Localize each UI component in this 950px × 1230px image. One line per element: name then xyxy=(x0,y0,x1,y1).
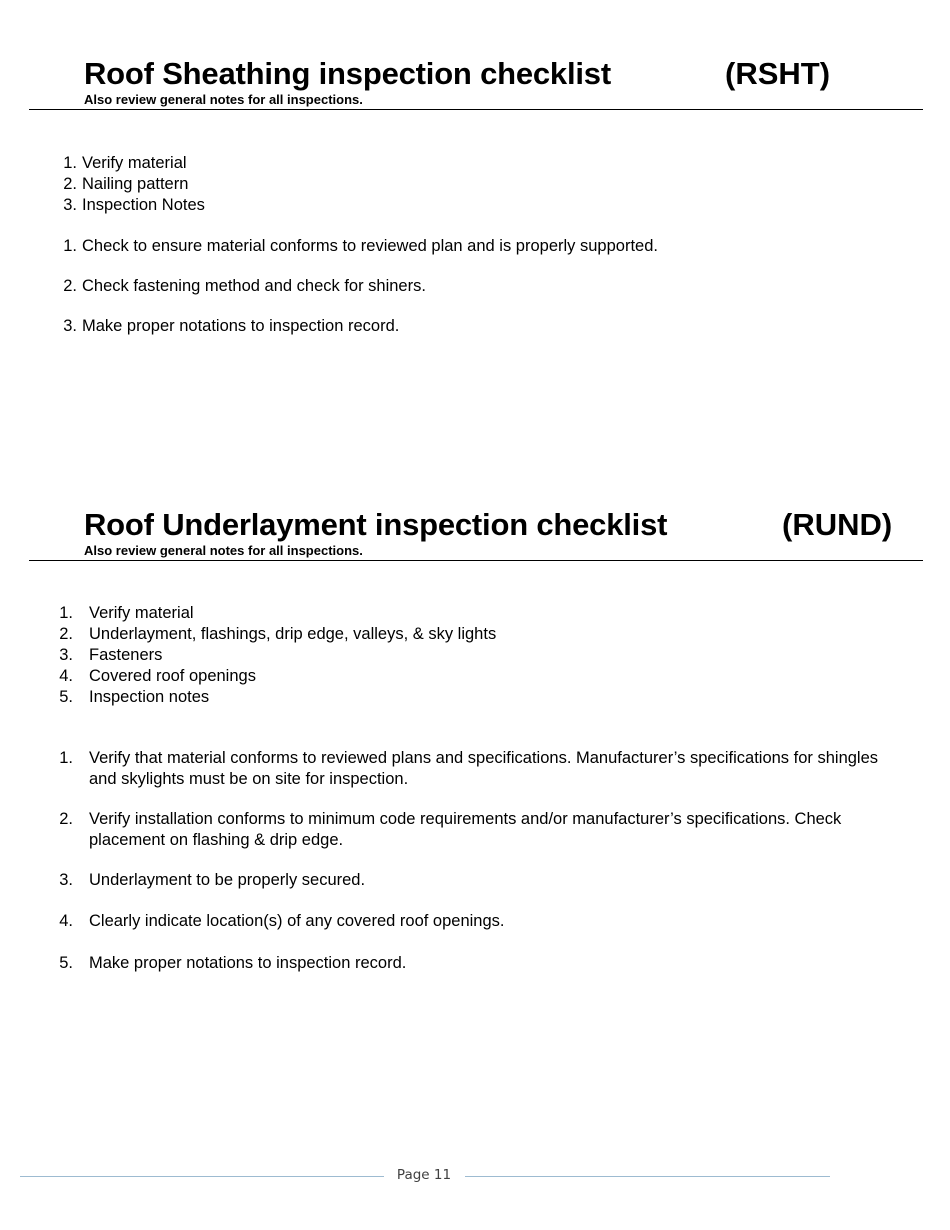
list-item xyxy=(50,603,496,624)
list-item xyxy=(50,153,205,174)
footer-line-right xyxy=(465,1176,830,1177)
list-item xyxy=(50,316,910,336)
underlayment-title: Roof Underlayment inspection checklist xyxy=(84,507,668,542)
underlayment-checklist xyxy=(50,603,496,708)
list-item xyxy=(50,748,910,790)
list-item-number: 2. xyxy=(63,175,77,193)
list-item-number: 4. xyxy=(59,667,73,685)
list-item-text: Verify installation conforms to minimum code requirements and/or manufacturer’s specifications. Check placement on flashing & drip edge. xyxy=(89,810,842,849)
sheathing-checklist xyxy=(50,153,205,216)
list-item-number: 3. xyxy=(59,646,73,664)
list-item-number: 1. xyxy=(63,154,77,172)
page-number: Page 11 xyxy=(396,1167,452,1183)
list-item xyxy=(50,624,496,645)
list-item-text: Make proper notations to inspection record. xyxy=(82,317,400,335)
list-item-number: 5. xyxy=(59,954,73,972)
list-item-number: 1. xyxy=(59,604,73,622)
underlayment-divider xyxy=(29,560,923,561)
list-item xyxy=(50,645,496,666)
list-item-text: Inspection Notes xyxy=(82,196,205,214)
list-item-text: Check to ensure material conforms to reviewed plan and is properly supported. xyxy=(82,237,658,255)
list-item xyxy=(50,870,910,891)
list-item-number: 1. xyxy=(63,237,77,255)
list-item-text: Verify material xyxy=(82,154,187,172)
underlayment-subtitle: Also review general notes for all inspections. xyxy=(84,543,363,558)
list-item-text: Check fastening method and check for shiners. xyxy=(82,277,426,295)
list-item-number: 2. xyxy=(63,277,77,295)
list-item-number: 4. xyxy=(59,912,73,930)
footer-line-left xyxy=(20,1176,384,1177)
list-item xyxy=(50,236,910,256)
list-item xyxy=(50,195,205,216)
sheathing-code: (RSHT) xyxy=(725,56,831,91)
list-item-text: Verify that material conforms to reviewed plans and specifications. Manufacturer’s specifications for shingles and skylights must be on site for inspection. xyxy=(89,749,879,788)
sheathing-subtitle: Also review general notes for all inspections. xyxy=(84,92,363,107)
list-item-text: Covered roof openings xyxy=(89,667,256,685)
list-item xyxy=(50,809,910,851)
list-item-number: 3. xyxy=(63,317,77,335)
list-item xyxy=(50,666,496,687)
sheathing-divider xyxy=(29,109,923,110)
list-item-number: 3. xyxy=(63,196,77,214)
list-item-text: Make proper notations to inspection record. xyxy=(89,954,407,972)
list-item-number: 3. xyxy=(59,871,73,889)
sheathing-notes xyxy=(50,236,910,336)
list-item-number: 2. xyxy=(59,810,73,828)
underlayment-notes xyxy=(50,748,910,974)
sheathing-title: Roof Sheathing inspection checklist xyxy=(84,56,611,91)
list-item-number: 1. xyxy=(59,749,73,767)
list-item-text: Verify material xyxy=(89,604,194,622)
list-item-text: Inspection notes xyxy=(89,688,210,706)
list-item-text: Nailing pattern xyxy=(82,175,189,193)
list-item xyxy=(50,174,205,195)
list-item xyxy=(50,911,910,932)
list-item xyxy=(50,276,910,296)
list-item xyxy=(50,687,496,708)
list-item-number: 5. xyxy=(59,688,73,706)
list-item-number: 2. xyxy=(59,625,73,643)
underlayment-code: (RUND) xyxy=(782,507,893,542)
list-item-text: Fasteners xyxy=(89,646,163,664)
list-item-text: Clearly indicate location(s) of any covered roof openings. xyxy=(89,912,505,930)
list-item xyxy=(50,953,910,974)
list-item-text: Underlayment to be properly secured. xyxy=(89,871,366,889)
list-item-text: Underlayment, flashings, drip edge, valleys, & sky lights xyxy=(89,625,497,643)
